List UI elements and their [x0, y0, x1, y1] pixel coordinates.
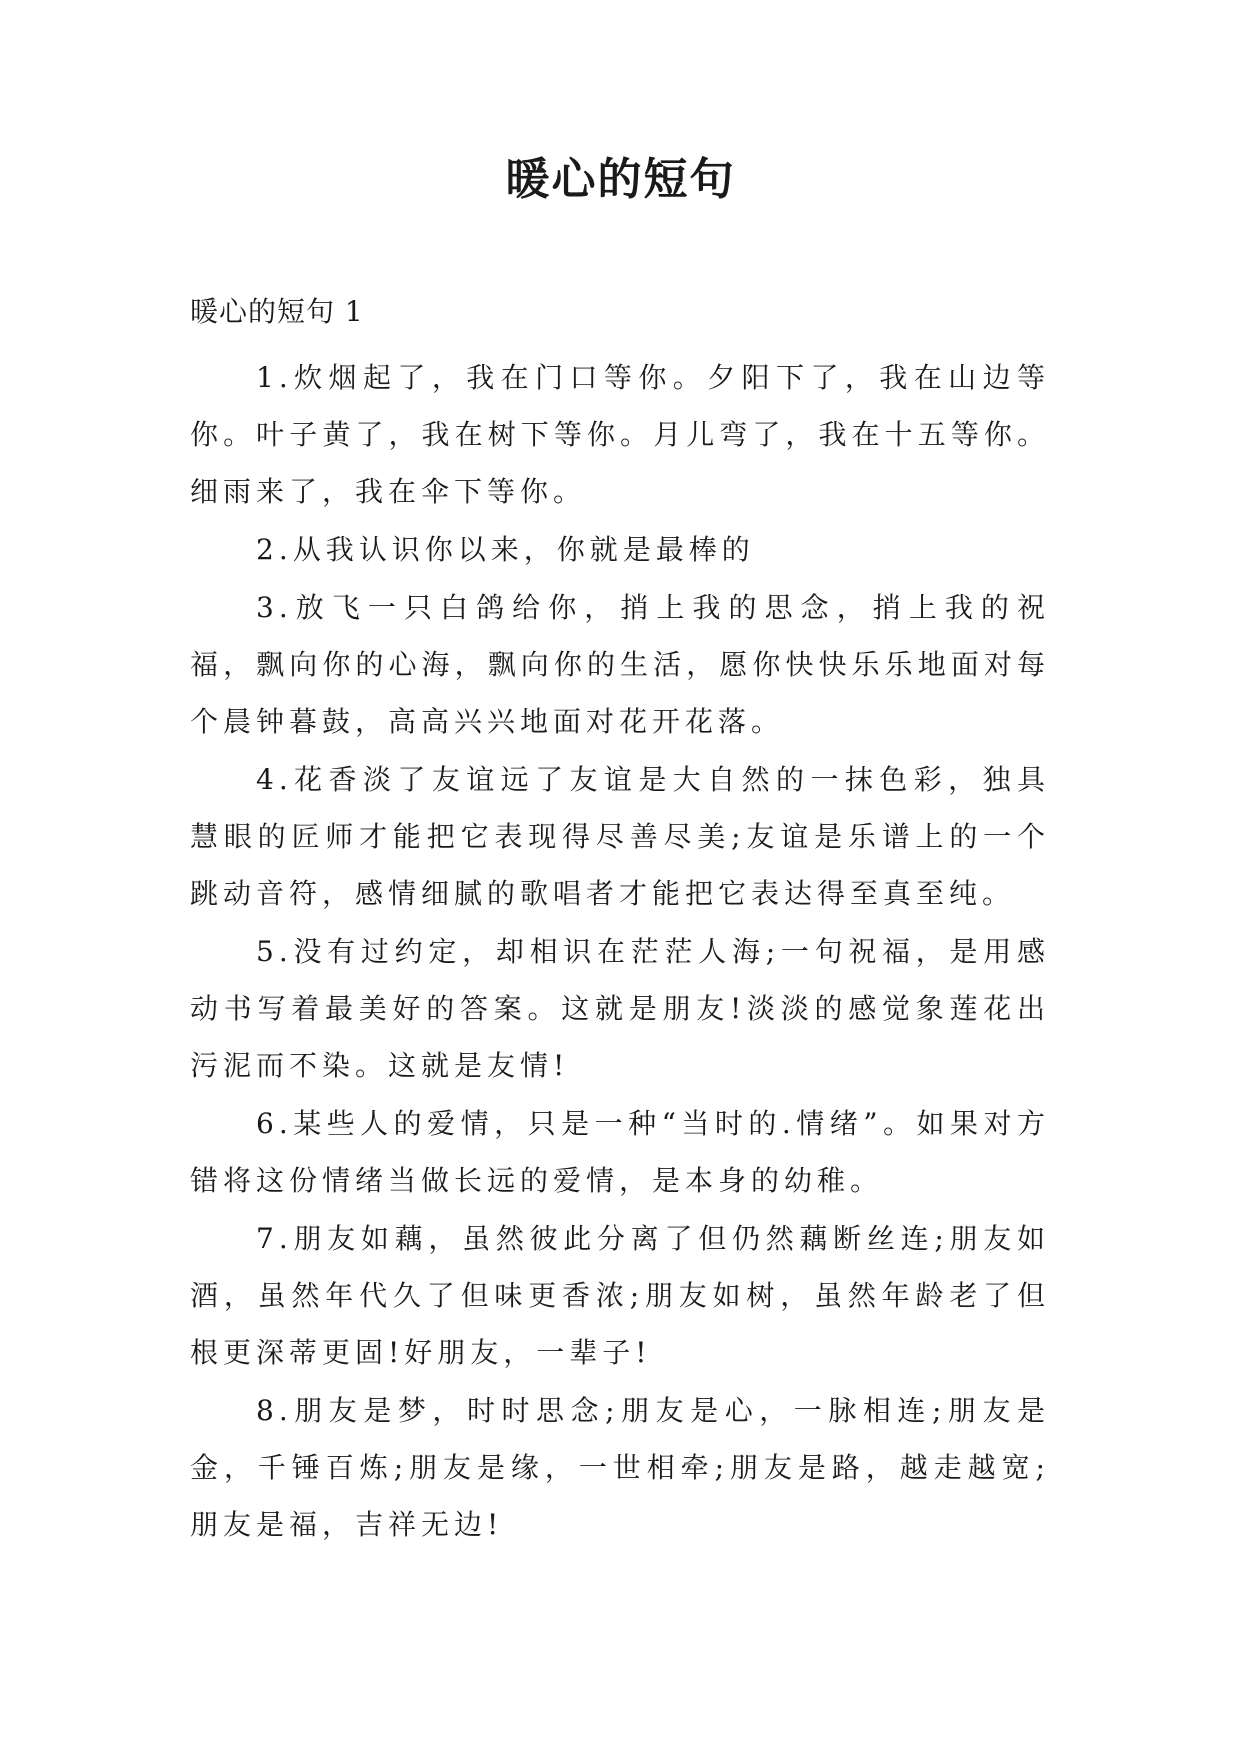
paragraph-6: 6.某些人的爱情，只是一种“当时的.情绪”。如果对方错将这份情绪当做长远的爱情，是本身的幼稚。: [190, 1107, 1050, 1197]
section-heading: 暖心的短句 1: [190, 295, 364, 328]
paragraph-5: 5.没有过约定，却相识在茫茫人海;一句祝福，是用感动书写着最美好的答案。这就是朋友!淡淡的感觉象莲花出污泥而不染。这就是友情!: [190, 935, 1050, 1082]
paragraph-3: 3.放飞一只白鸽给你，捎上我的思念，捎上我的祝福，飘向你的心海，飘向你的生活，愿你快快乐乐地面对每个晨钟暮鼓，高高兴兴地面对花开花落。: [190, 591, 1050, 738]
paragraph-1: 1.炊烟起了，我在门口等你。夕阳下了，我在山边等你。叶子黄了，我在树下等你。月儿弯了，我在十五等你。细雨来了，我在伞下等你。: [190, 361, 1050, 508]
paragraph-7: 7.朋友如藕，虽然彼此分离了但仍然藕断丝连;朋友如酒，虽然年代久了但味更香浓;朋友如树，虽然年龄老了但根更深蒂更固!好朋友，一辈子!: [190, 1222, 1050, 1369]
paragraph-2: 2.从我认识你以来，你就是最棒的: [256, 533, 755, 566]
paragraph-8: 8.朋友是梦，时时思念;朋友是心，一脉相连;朋友是金，千锤百炼;朋友是缘，一世相牵;朋友是路，越走越宽;朋友是福，吉祥无边!: [190, 1394, 1050, 1541]
document-body: [190, 292, 1050, 1554]
paragraph-4: 4.花香淡了友谊远了友谊是大自然的一抹色彩，独具慧眼的匠师才能把它表现得尽善尽美;友谊是乐谱上的一个跳动音符，感情细腻的歌唱者才能把它表达得至真至纯。: [190, 763, 1050, 910]
document-title: 暖心的短句: [505, 154, 736, 205]
